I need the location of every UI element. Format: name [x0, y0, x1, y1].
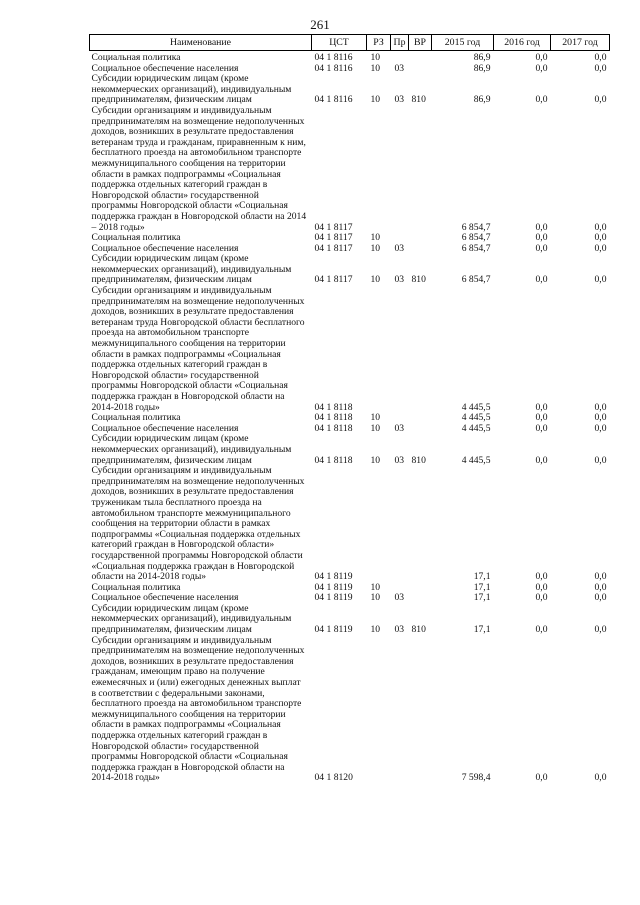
header-2016: 2016 год [494, 35, 551, 51]
row-rz: 10 [370, 62, 381, 74]
table-row [90, 286, 610, 413]
row-name: Субсидии организациям и индивидуальным предпринимателям на возмещение недополученных доходов, возникших в результате предоставления ветеранам труда и гражданам, приравненным к ним, бесплатного проезда на автомобильном транспорте межмуниципального сообщения на территории области в рамках подпрограммы «Социальная поддержка отдельных категорий граждан в Новгородской области» государственной программы Новгородской области «Социальная поддержка граждан в Новгородской области на 2014 – 2018 годы» [91, 104, 307, 233]
row-name: Субсидии организациям и индивидуальным предпринимателям на возмещение недополученных доходов, возникших в результате предоставления ветеранам труда Новгородской области бесплатного проезда на автомобильном транспорте межмуниципального сообщения на территории области в рамках подпрограммы «Социальная поддержка отдельных категорий граждан в Новгородской области» государственной программы Новгородской области «Социальная поддержка граждан в Новгородской области на 2014-2018 годы» [91, 285, 305, 413]
header-pr: Пр [391, 35, 409, 51]
row-vr [409, 593, 432, 604]
row-name: Социальное обеспечение населения [91, 62, 239, 74]
row-cst: 04 1 8119 [314, 592, 353, 604]
row-2017: 0,0 [594, 571, 607, 583]
row-2017: 0,0 [594, 624, 607, 636]
row-name: Социальная политика [91, 581, 181, 593]
table-row [90, 51, 610, 64]
row-2015: 17,1 [473, 571, 491, 583]
row-rz [367, 106, 391, 233]
row-2015: 86,9 [473, 62, 491, 74]
row-rz [367, 466, 391, 583]
row-vr [409, 233, 432, 244]
row-2016: 0,0 [535, 401, 548, 413]
row-rz: 10 [370, 242, 381, 254]
row-rz: 10 [370, 581, 381, 593]
row-pr: 03 [394, 94, 405, 106]
row-2017: 0,0 [594, 242, 607, 254]
row-2016: 0,0 [535, 592, 548, 604]
row-rz: 10 [370, 52, 381, 63]
row-cst: 04 1 8118 [314, 422, 353, 434]
row-2016: 0,0 [535, 221, 548, 233]
row-2017: 0,0 [594, 274, 607, 286]
row-vr [409, 424, 432, 435]
row-2015: 6 854,7 [461, 221, 491, 233]
row-name: Социальная политика [91, 412, 181, 424]
row-2015: 6 854,7 [461, 274, 491, 286]
page-number: 261 [310, 17, 330, 32]
row-pr: 03 [394, 454, 405, 466]
row-2016: 0,0 [535, 274, 548, 286]
row-2016: 0,0 [535, 242, 548, 254]
row-2016: 0,0 [535, 624, 548, 636]
row-cst: 04 1 8118 [314, 454, 353, 466]
row-2016: 0,0 [535, 454, 548, 466]
row-cst: 04 1 8120 [314, 772, 353, 784]
row-vr [409, 466, 432, 583]
row-cst: 04 1 8118 [314, 412, 353, 424]
row-vr [409, 583, 432, 594]
row-2016: 0,0 [535, 571, 548, 583]
row-vr: 810 [411, 624, 426, 636]
row-cst: 04 1 8119 [314, 581, 353, 593]
row-name: Субсидии юридическим лицам (кроме некоммерческих организаций), индивидуальным предпринимателям, физическим лицам [91, 73, 292, 106]
row-rz: 10 [370, 274, 381, 286]
row-cst: 04 1 8117 [314, 232, 353, 244]
row-pr: 03 [394, 624, 405, 636]
row-vr [409, 244, 432, 255]
row-2016: 0,0 [535, 412, 548, 424]
header-vr: ВР [409, 35, 432, 51]
row-cst: 04 1 8116 [314, 62, 353, 74]
row-pr [391, 286, 409, 413]
budget-table [89, 34, 610, 784]
row-pr [391, 106, 409, 233]
header-2017: 2017 год [551, 35, 610, 51]
row-2015: 6 854,7 [461, 242, 491, 254]
header-cst: ЦСТ [312, 35, 367, 51]
table-row [90, 254, 610, 286]
row-2017: 0,0 [594, 412, 607, 424]
row-name: Социальное обеспечение населения [91, 422, 239, 434]
row-name: Субсидии организациям и индивидуальным предпринимателям на возмещение недополученных доходов, возникших в результате предоставления труженикам тыла бесплатного проезда на автомобильном транспорте межмуниципального сообщения на территории области в рамках подпрограммы «Социальная поддержка отдельных категорий граждан в Новгородской области» государственной программы Новгородской области «Социальная поддержка граждан в Новгородской области на 2014-2018 годы» [91, 465, 305, 583]
row-2015: 17,1 [473, 592, 491, 604]
row-2017: 0,0 [594, 94, 607, 106]
row-2015: 86,9 [473, 52, 491, 63]
row-rz: 10 [370, 624, 381, 636]
row-2017: 0,0 [594, 772, 607, 784]
row-name: Субсидии юридическим лицам (кроме некоммерческих организаций), индивидуальным предпринимателям, физическим лицам [91, 602, 292, 636]
row-rz: 10 [370, 454, 381, 466]
row-pr [391, 51, 409, 64]
row-2017: 0,0 [594, 454, 607, 466]
row-rz: 10 [370, 422, 381, 434]
table-row [90, 434, 610, 466]
table-row [90, 604, 610, 636]
row-rz: 10 [370, 592, 381, 604]
table-header [90, 35, 610, 51]
row-2015: 7 598,4 [461, 772, 491, 784]
row-cst: 04 1 8118 [314, 401, 353, 413]
row-vr [409, 51, 432, 64]
table-row [90, 106, 610, 233]
table-row [90, 636, 610, 784]
row-rz [367, 286, 391, 413]
table-body [90, 51, 610, 784]
row-2017: 0,0 [594, 401, 607, 413]
row-name: Социальная политика [91, 232, 181, 244]
row-2015: 4 445,5 [461, 422, 491, 434]
row-cst: 04 1 8116 [314, 52, 353, 63]
row-rz: 10 [370, 94, 381, 106]
row-name: Субсидии организациям и индивидуальным предпринимателям на возмещение недополученных доходов, возникших в результате предоставления гражданам, имеющим право на получение ежемесячных и (или) ежегодных денежных выплат в соответствии с федеральными законами, бесплатного проезда на автомобильном транспорте межмуниципального сообщения на территории области в рамках подпрограммы «Социальная поддержка отдельных категорий граждан в Новгородской области» государственной программы Новгородской области «Социальная поддержка граждан в Новгородской области на 2014-2018 годы» [91, 634, 305, 784]
row-2016: 0,0 [535, 422, 548, 434]
row-name: Социальное обеспечение населения [91, 592, 239, 604]
row-2015: 4 445,5 [461, 412, 491, 424]
row-pr [391, 636, 409, 784]
row-2017: 0,0 [594, 232, 607, 244]
row-2016: 0,0 [535, 772, 548, 784]
row-pr: 03 [394, 422, 405, 434]
row-vr [409, 636, 432, 784]
row-vr [409, 413, 432, 424]
row-2016: 0,0 [535, 94, 548, 106]
row-name: Субсидии юридическим лицам (кроме некоммерческих организаций), индивидуальным предпринимателям, физическим лицам [91, 433, 292, 466]
row-vr: 810 [411, 94, 426, 106]
row-2015: 4 445,5 [461, 454, 491, 466]
row-cst: 04 1 8117 [314, 242, 353, 254]
row-name: Субсидии юридическим лицам (кроме некоммерческих организаций), индивидуальным предпринимателям, физическим лицам [91, 253, 292, 286]
header-name: Наименование [90, 35, 312, 51]
row-pr: 03 [394, 592, 405, 604]
row-2015: 17,1 [473, 581, 491, 593]
row-vr: 810 [411, 274, 426, 286]
row-2017: 0,0 [594, 52, 607, 63]
table-row [90, 74, 610, 106]
row-2016: 0,0 [535, 581, 548, 593]
table-row [90, 466, 610, 583]
row-cst: 04 1 8117 [314, 274, 353, 286]
row-2015: 86,9 [473, 94, 491, 106]
row-2017: 0,0 [594, 592, 607, 604]
row-vr: 810 [411, 454, 426, 466]
row-2017: 0,0 [594, 62, 607, 74]
header-2015: 2015 год [432, 35, 494, 51]
row-name: Социальная политика [91, 52, 181, 63]
row-vr [409, 106, 432, 233]
row-2016: 0,0 [535, 62, 548, 74]
row-cst: 04 1 8117 [314, 221, 353, 233]
row-rz [367, 636, 391, 784]
header-rz: РЗ [367, 35, 391, 51]
row-2017: 0,0 [594, 422, 607, 434]
row-2015: 6 854,7 [461, 232, 491, 244]
row-2016: 0,0 [535, 52, 548, 63]
row-pr: 03 [394, 62, 405, 74]
row-vr [409, 64, 432, 75]
row-cst: 04 1 8116 [314, 94, 353, 106]
row-pr: 03 [394, 274, 405, 286]
row-2015: 17,1 [473, 624, 491, 636]
row-cst: 04 1 8119 [314, 571, 353, 583]
row-2015: 4 445,5 [461, 401, 491, 413]
row-rz: 10 [370, 232, 381, 244]
row-rz: 10 [370, 412, 381, 424]
row-pr: 03 [394, 242, 405, 254]
row-vr [409, 286, 432, 413]
row-pr [391, 466, 409, 583]
row-name: Социальное обеспечение населения [91, 242, 239, 254]
row-cst: 04 1 8119 [314, 624, 353, 636]
row-2016: 0,0 [535, 232, 548, 244]
row-2017: 0,0 [594, 581, 607, 593]
row-2017: 0,0 [594, 221, 607, 233]
